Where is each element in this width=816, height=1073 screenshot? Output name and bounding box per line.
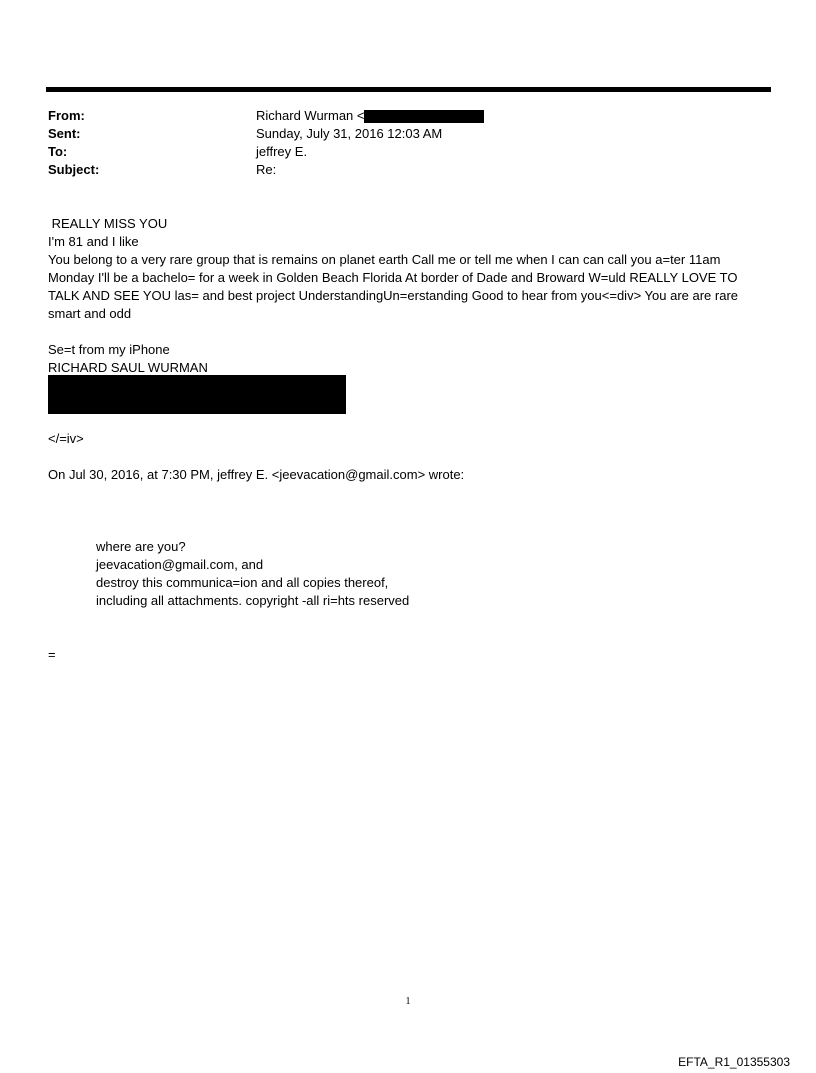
signature-name: RICHARD SAUL WURMAN [48,360,208,375]
page-number: 1 [405,996,411,1007]
sent-label: Sent: [48,126,81,141]
trailer-equals: = [48,647,56,662]
document-id: EFTA_R1_01355303 [678,1055,790,1069]
quoted-line: including all attachments. copyright -all ri=hts reserved [96,593,410,608]
message-body [48,215,758,323]
quoted-message [96,538,409,610]
message-line: smart and odd [48,306,132,321]
sent-value: Sunday, July 31, 2016 12:03 AM [256,126,443,141]
redaction-bar-sender-email [364,110,484,123]
quoted-line: where are you? [96,539,186,554]
div-close-text: </=iv> [48,431,84,446]
message-line: REALLY MISS YOU [48,216,168,231]
quoted-line: jeevacation@gmail.com, and [96,557,264,572]
subject-label: Subject: [48,162,100,177]
message-line: Monday I'll be a bachelo= for a week in Golden Beach Florida At border of Dade and Broward W=uld REALLY LOVE TO [48,270,738,285]
message-line: You belong to a very rare group that is remains on planet earth Call me or tell me when I can can call you a=ter 11am [48,252,721,267]
from-name: Richard Wurman < [256,108,365,123]
quoted-line: destroy this communica=ion and all copies thereof, [96,575,389,590]
from-value [256,107,365,125]
message-line: TALK AND SEE YOU las= and best project UnderstandingUn=erstanding Good to hear from you<=div> You are are rare [48,288,739,303]
signature-block [48,341,758,377]
from-label: From: [48,108,85,123]
to-label: To: [48,144,68,159]
message-line: I'm 81 and I like [48,234,139,249]
header-divider-rule [46,87,771,92]
subject-value: Re: [256,162,277,177]
reply-header: On Jul 30, 2016, at 7:30 PM, jeffrey E. <jeevacation@gmail.com> wrote: [48,467,465,482]
signature-line: Se=t from my iPhone [48,342,170,357]
redaction-block-signature-contact [48,375,346,414]
to-value: jeffrey E. [256,144,308,159]
